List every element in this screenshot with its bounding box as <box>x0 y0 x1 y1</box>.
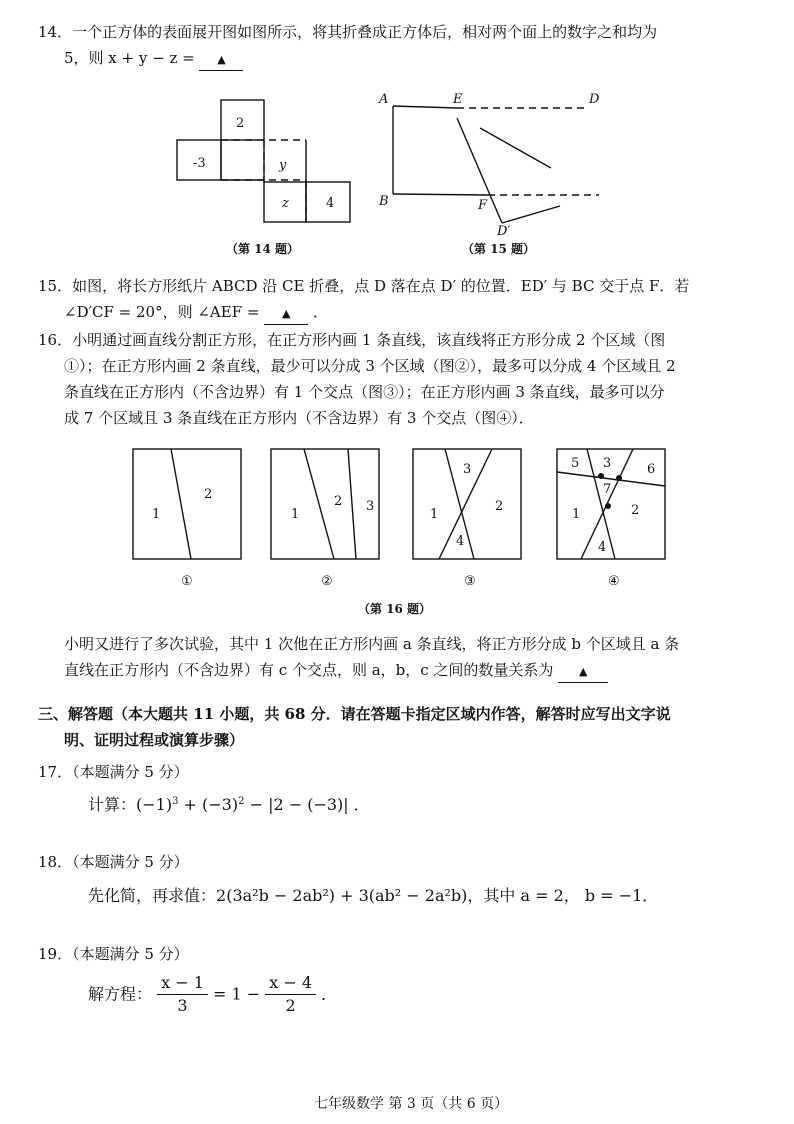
q16-line1: 16．小明通过画直线分割正方形，在正方形内画 1 条直线，该直线将正方形分成 2 个区域（图 <box>38 331 666 349</box>
q16-relation: 直线在正方形内（不含边界）有 c 个交点，则 a，b，c 之间的数量关系为 <box>64 661 554 679</box>
q15-line1: 15．如图，将长方形纸片 ABCD 沿 CE 折叠，点 D 落在点 D′ 的位置．ED′ 与 BC 交于点 F．若 <box>38 277 690 295</box>
q15-end: ． <box>313 303 329 321</box>
fig3-region-4: 4 <box>456 534 465 549</box>
fig1-mark: ① <box>181 574 193 589</box>
intersection-dot <box>605 503 611 509</box>
folded-rectangle-figure <box>375 90 615 240</box>
triangle-marker: ▲ <box>217 53 226 66</box>
q17-term-a: (−1) <box>136 795 173 814</box>
figure-15-caption: （第 15 题） <box>462 242 536 256</box>
q19-middle: = 1 − <box>212 984 261 1004</box>
q18-problem <box>88 886 658 906</box>
fig4-region-6: 6 <box>647 462 656 477</box>
intersection-dot <box>598 473 604 479</box>
q18-prompt: 先化简，再求值： <box>88 886 217 905</box>
net-face-4: 4 <box>326 196 335 211</box>
triangle-marker: ▲ <box>282 307 291 320</box>
q15-line2 <box>64 302 328 325</box>
net-face-neg3: -3 <box>193 156 206 171</box>
fig4-region-4: 4 <box>598 540 607 555</box>
q19-end: ． <box>321 984 338 1004</box>
q17-prompt: 计算： <box>88 795 137 814</box>
fig2-region-2: 2 <box>334 494 343 509</box>
fig4-mark: ④ <box>608 574 620 589</box>
q15-expression: ∠D′CF = 20°，则 ∠AEF = <box>64 303 260 321</box>
q17-term-b: + (−3) <box>178 795 239 814</box>
q16-line2: ①）；在正方形内画 2 条直线，最少可以分成 3 个区域（图②），最多可以分成 4 个区域且 2 <box>64 357 676 375</box>
q19-prompt: 解方程： <box>88 984 153 1004</box>
q16-line5: 小明又进行了多次试验，其中 1 次他在正方形内画 a 条直线，将正方形分成 b 个区域且 a 条 <box>64 635 680 653</box>
page-footer: 七年级数学 第 3 页（共 6 页） <box>314 1096 509 1112</box>
fig3-region-2: 2 <box>495 499 504 514</box>
section3-heading-line1: 三、解答题（本大题共 11 小题，共 68 分．请在答题卡指定区域内作答，解答时应写出文字说 <box>38 705 671 723</box>
net-face-2: 2 <box>236 116 245 131</box>
q16-line6 <box>64 660 608 683</box>
fig4-region-1: 1 <box>572 507 581 522</box>
intersection-dot <box>616 475 622 481</box>
fig4-region-2: 2 <box>631 503 640 518</box>
point-B-label: B <box>379 194 389 209</box>
q17-exp-a: 3 <box>172 796 179 807</box>
figure-16-caption: （第 16 题） <box>358 602 432 616</box>
section3-heading-line2: 明、证明过程或演算步骤） <box>64 731 245 749</box>
point-Dprime-label: D′ <box>497 224 511 239</box>
net-face-z: z <box>282 196 289 211</box>
q16-line4: 成 7 个区域且 3 条直线在正方形内（不含边界）有 3 个交点（图④）． <box>64 409 534 427</box>
q19-num-right: x − 4 <box>265 972 316 995</box>
fig4-region-3: 3 <box>603 456 612 471</box>
q19-fraction-right <box>265 972 316 1017</box>
fig4-region-7: 7 <box>603 482 612 497</box>
answer-blank <box>558 660 608 683</box>
q19-num-left: x − 1 <box>157 972 208 995</box>
fig2-region-3: 3 <box>366 499 375 514</box>
q18-expression: 2(3a²b − 2ab²) + 3(ab² − 2a²b)，其中 a = 2， b = −1． <box>216 886 659 905</box>
q17-heading: 17．（本题满分 5 分） <box>38 763 189 781</box>
fig2-region-1: 1 <box>291 507 300 522</box>
q17-exp-b: 2 <box>238 796 245 807</box>
q17-problem <box>88 792 370 815</box>
q16-line3: 条直线在正方形内（不含边界）有 1 个交点（图③）；在正方形内画 3 条直线，最多可以分 <box>64 383 665 401</box>
fig3-region-1: 1 <box>430 507 439 522</box>
square-figure-1 <box>132 448 244 563</box>
q19-den-right: 2 <box>285 996 296 1015</box>
point-D-label: D <box>589 92 600 107</box>
fig1-region-2: 2 <box>204 487 213 502</box>
q19-problem <box>88 972 337 1017</box>
fig2-mark: ② <box>321 574 333 589</box>
point-A-label: A <box>379 92 389 107</box>
q17-term-c: − |2 − (−3)| ． <box>244 795 370 814</box>
answer-blank <box>264 302 308 325</box>
fig3-region-3: 3 <box>463 462 472 477</box>
figure-14-caption: （第 14 题） <box>226 242 300 256</box>
q14-line2 <box>64 48 243 71</box>
fig3-mark: ③ <box>464 574 476 589</box>
q14-line1: 14．一个正方体的表面展开图如图所示，将其折叠成正方体后，相对两个面上的数字之和均为 <box>38 23 658 41</box>
fig4-region-5: 5 <box>571 456 580 471</box>
point-F-label: F <box>478 198 488 213</box>
q18-heading: 18．（本题满分 5 分） <box>38 853 189 871</box>
q14-expression: 5，则 x + y − z = <box>64 49 195 67</box>
point-E-label: E <box>453 92 463 107</box>
fig1-region-1: 1 <box>152 507 161 522</box>
q19-fraction-left <box>157 972 208 1017</box>
answer-blank <box>199 48 243 71</box>
triangle-marker: ▲ <box>578 665 588 678</box>
net-face-y: y <box>279 158 287 173</box>
q19-heading: 19．（本题满分 5 分） <box>38 945 189 963</box>
q19-den-left: 3 <box>177 996 188 1015</box>
